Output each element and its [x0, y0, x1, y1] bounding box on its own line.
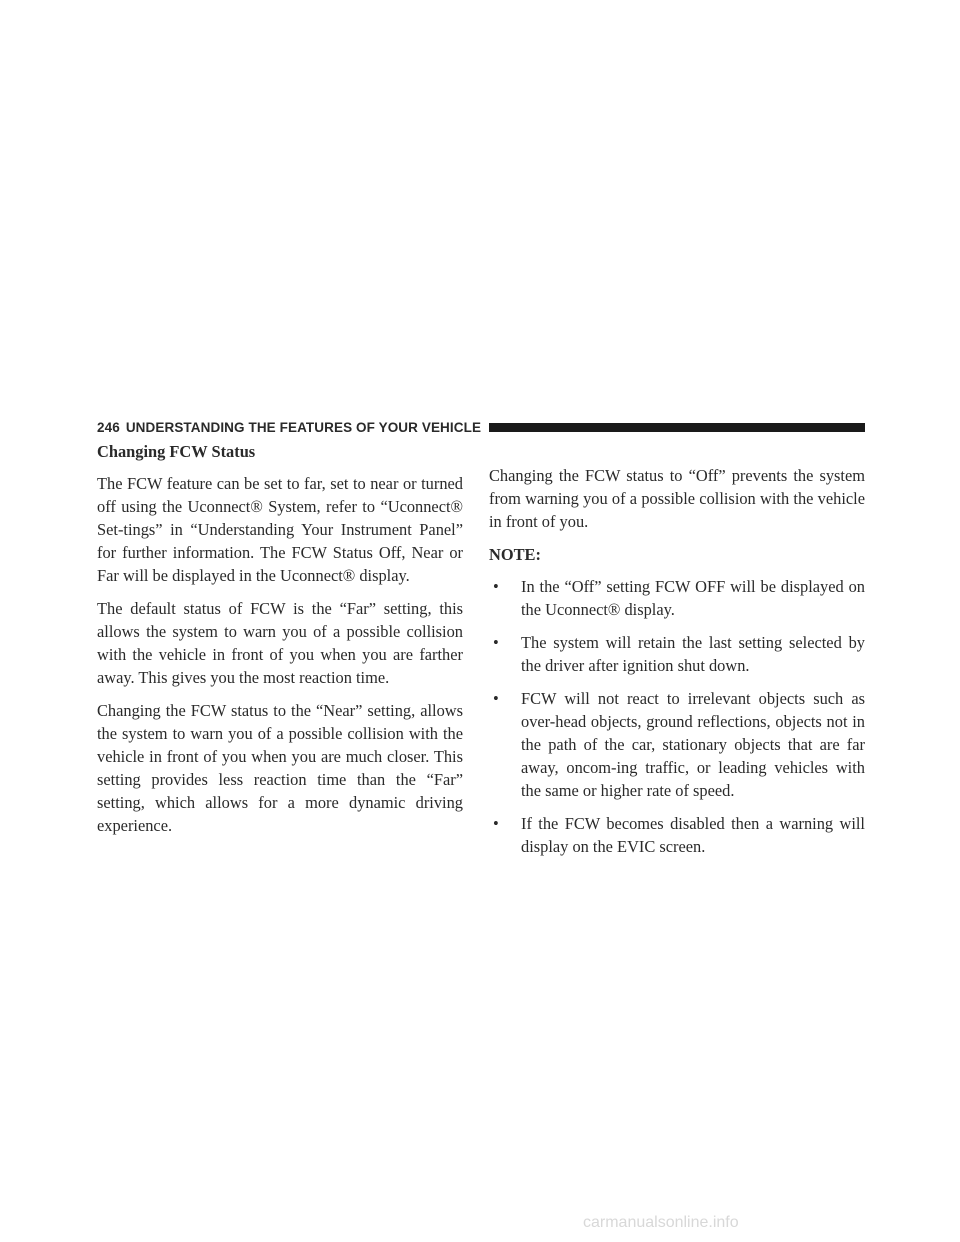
paragraph-default-status: The default status of FCW is the “Far” setting, this allows the system to warn you of a possible collision with the vehicle in front of you when you are farther away. This gives you the most reaction time. — [97, 599, 463, 687]
page-number: 246 — [97, 419, 120, 435]
list-item — [489, 687, 865, 802]
section-heading: Changing FCW Status — [97, 442, 256, 461]
section-title: UNDERSTANDING THE FEATURES OF YOUR VEHICLE — [125, 419, 482, 435]
page-header — [97, 417, 865, 437]
list-item — [489, 575, 865, 621]
bullet-icon: • — [493, 814, 499, 833]
list-item-text: If the FCW becomes disabled then a warning will display on the EVIC screen. — [521, 814, 865, 856]
right-column — [489, 464, 865, 868]
note-label: NOTE: — [489, 545, 541, 564]
paragraph-settings: The FCW feature can be set to far, set to near or turned off using the Uconnect® System, refer to “Uconnect® Set-tings” in “Understanding Your Instrument Panel” for further information. The FCW Status Off, Near or Far will be displayed in the Uconnect® display. — [97, 474, 463, 585]
watermark-link[interactable]: carmanualsonline.info — [583, 1214, 739, 1231]
paragraph-near-setting: Changing the FCW status to the “Near” setting, allows the system to warn you of a possible collision with the vehicle in front of you when you are much closer. This setting provides less reaction time than the “Far” setting, which allows for a more dynamic driving experience. — [97, 701, 463, 835]
header-rule — [489, 423, 865, 432]
list-item — [489, 812, 865, 858]
note-list — [489, 575, 865, 858]
header-text — [97, 420, 481, 435]
list-item — [489, 631, 865, 677]
bullet-icon: • — [493, 633, 499, 652]
list-item-text: The system will retain the last setting selected by the driver after ignition shut down. — [521, 633, 865, 675]
left-column — [97, 440, 463, 847]
list-item-text: FCW will not react to irrelevant objects such as over-head objects, ground reflections, objects not in the path of the car, stationary objects that are far away, oncom-ing traffic, or leading vehicles with the same or higher rate of speed. — [521, 689, 865, 800]
paragraph-off-setting: Changing the FCW status to “Off” prevents the system from warning you of a possible collision with the vehicle in front of you. — [489, 466, 865, 531]
bullet-icon: • — [493, 689, 499, 708]
bullet-icon: • — [493, 577, 499, 596]
list-item-text: In the “Off” setting FCW OFF will be displayed on the Uconnect® display. — [521, 577, 865, 619]
